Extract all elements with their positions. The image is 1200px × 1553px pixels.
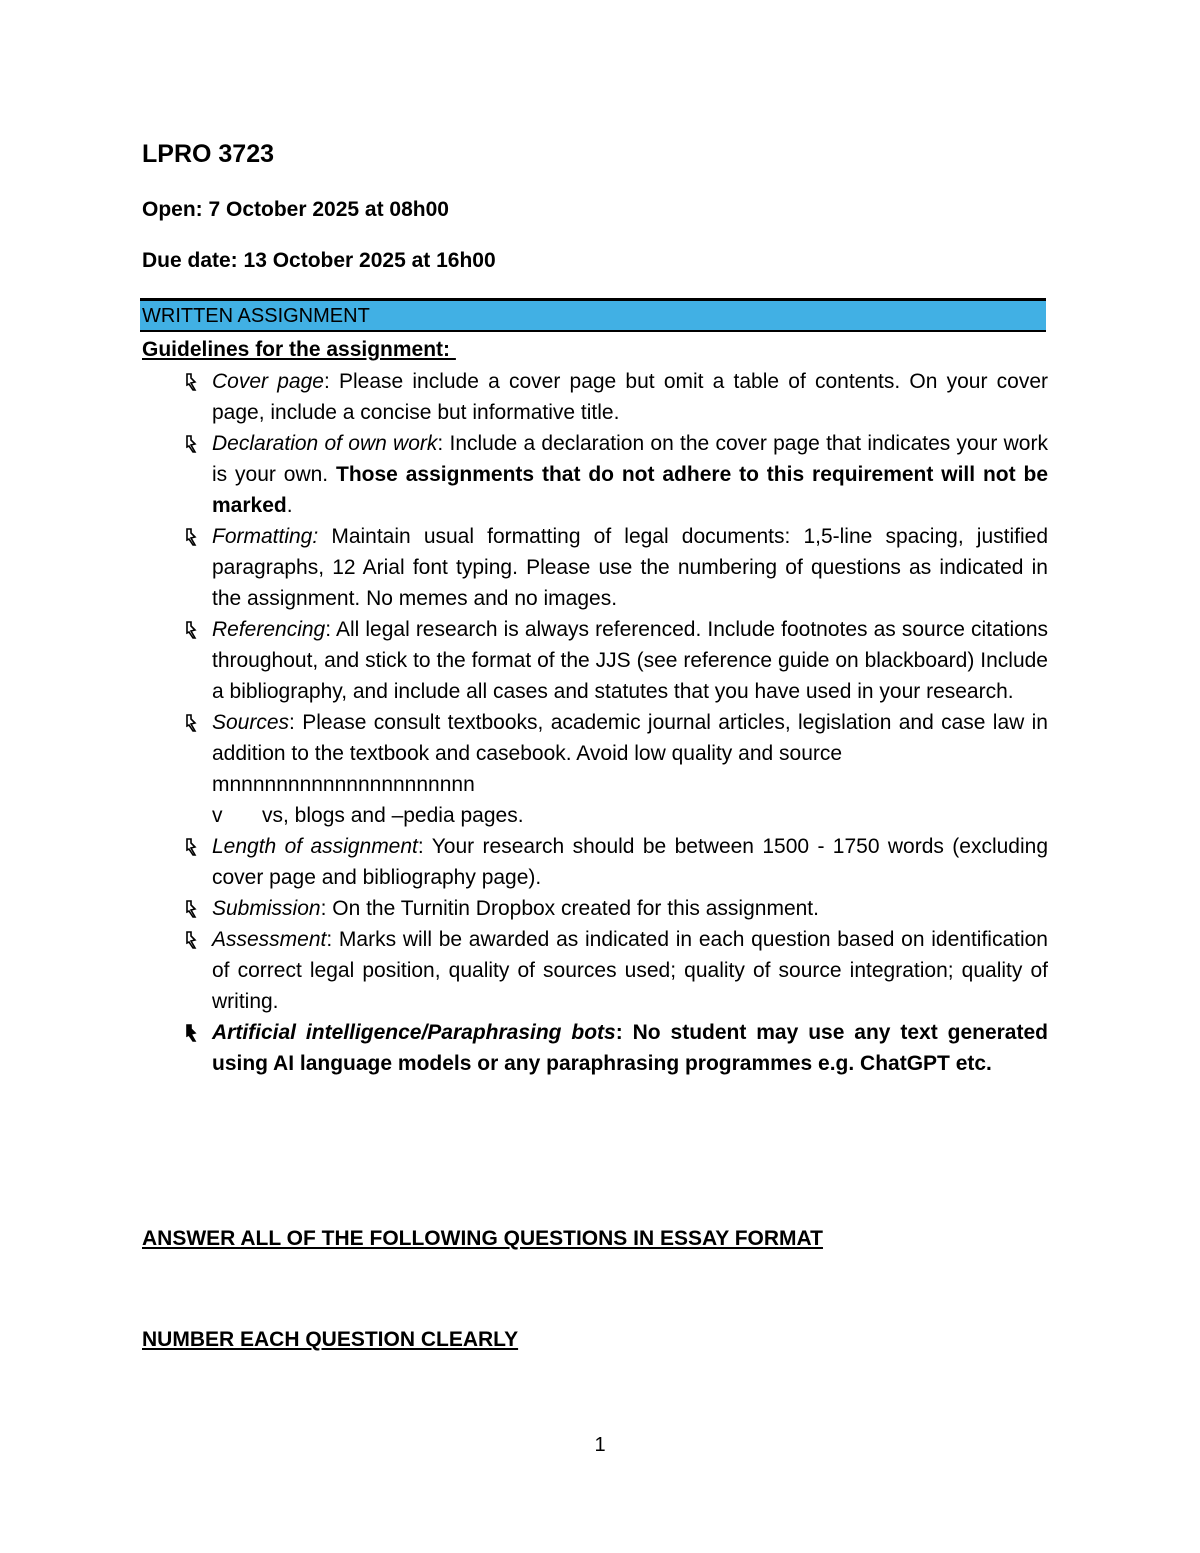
guideline-label: Cover page [212,370,324,393]
guideline-text: : Marks will be awarded as indicated in each question based on identification of correct legal position, quality of sources used; quality of source integration; quality of writing. [212,928,1048,1013]
pin-bullet-icon [184,366,200,397]
guideline-text: : Include a declaration on the cover page that indicates your work is your own. [212,432,1048,486]
list-item-declaration [142,428,1048,521]
guideline-label: Assessment [212,928,327,951]
guideline-label: Referencing [212,618,326,641]
guideline-end: . [286,494,293,517]
list-item-ai [142,1017,1048,1079]
guideline-label: Artificial intelligence/Paraphrasing bots [212,1021,616,1044]
guideline-warning: Those assignments that do not adhere to this requirement will not be marked [212,463,1048,517]
guideline-label: Submission [212,897,321,920]
guideline-label: Declaration of own work [212,432,438,455]
guideline-label: Formatting: [212,525,319,548]
pin-bullet-icon [184,1017,200,1048]
stray-v: v [212,804,223,827]
guideline-label: Length of assignment [212,835,418,858]
guideline-text: : On the Turnitin Dropbox created for this assignment. [320,897,819,920]
guideline-text: : All legal research is always referenced. Include footnotes as source citations throughout, and stick to the format of the JJS (see reference guide on blackboard) Include a bibliography, and include all cases and statutes that you have used in your research. [212,618,1048,703]
guideline-text: : Please consult textbooks, academic journal articles, legislation and case law in addition to the textbook and casebook. Avoid low quality and source [212,711,1048,765]
pin-bullet-icon [184,428,200,459]
pin-bullet-icon [184,924,200,955]
guidelines-heading: Guidelines for the assignment: [142,338,456,361]
guideline-label: Sources [212,711,290,734]
list-item-referencing [142,614,1048,707]
stray-text-line-2 [212,800,1048,831]
list-item-assessment [142,924,1048,1017]
list-item-cover-page [142,366,1048,428]
list-item-length [142,831,1048,893]
pin-bullet-icon [184,521,200,552]
list-item-formatting [142,521,1048,614]
guidelines-list [142,366,1048,1079]
written-assignment-banner: WRITTEN ASSIGNMENT [140,298,1046,332]
list-item-sources [142,707,1048,831]
pin-bullet-icon [184,831,200,862]
sources-continuation: vs, blogs and –pedia pages. [262,804,524,827]
list-item-submission [142,893,1048,924]
guideline-text: Maintain usual formatting of legal documents: 1,5-line spacing, justified paragraphs, 12 Arial font typing. Please use the numbering of questions as indicated in the assignment. No memes and no images. [212,525,1048,610]
number-each-heading: NUMBER EACH QUESTION CLEARLY [142,1328,519,1351]
course-code: LPRO 3723 [142,140,275,168]
answer-all-heading: ANSWER ALL OF THE FOLLOWING QUESTIONS IN ESSAY FORMAT [142,1227,823,1250]
pin-bullet-icon [184,893,200,924]
due-date: Due date: 13 October 2025 at 16h00 [142,249,496,272]
guideline-text: : Please include a cover page but omit a table of contents. On your cover page, include a concise but informative title. [212,370,1048,424]
page-number: 1 [594,1434,606,1456]
stray-text-line: mnnnnnnnnnnnnnnnnnnnnn [212,773,475,796]
open-date: Open: 7 October 2025 at 08h00 [142,198,449,221]
pin-bullet-icon [184,707,200,738]
pin-bullet-icon [184,614,200,645]
guideline-text: : Your research should be between 1500 - 1750 words (excluding cover page and bibliography page). [212,835,1049,889]
guideline-warning: : No student may use any text generated using AI language models or any paraphrasing programmes e.g. ChatGPT etc. [212,1021,1048,1075]
